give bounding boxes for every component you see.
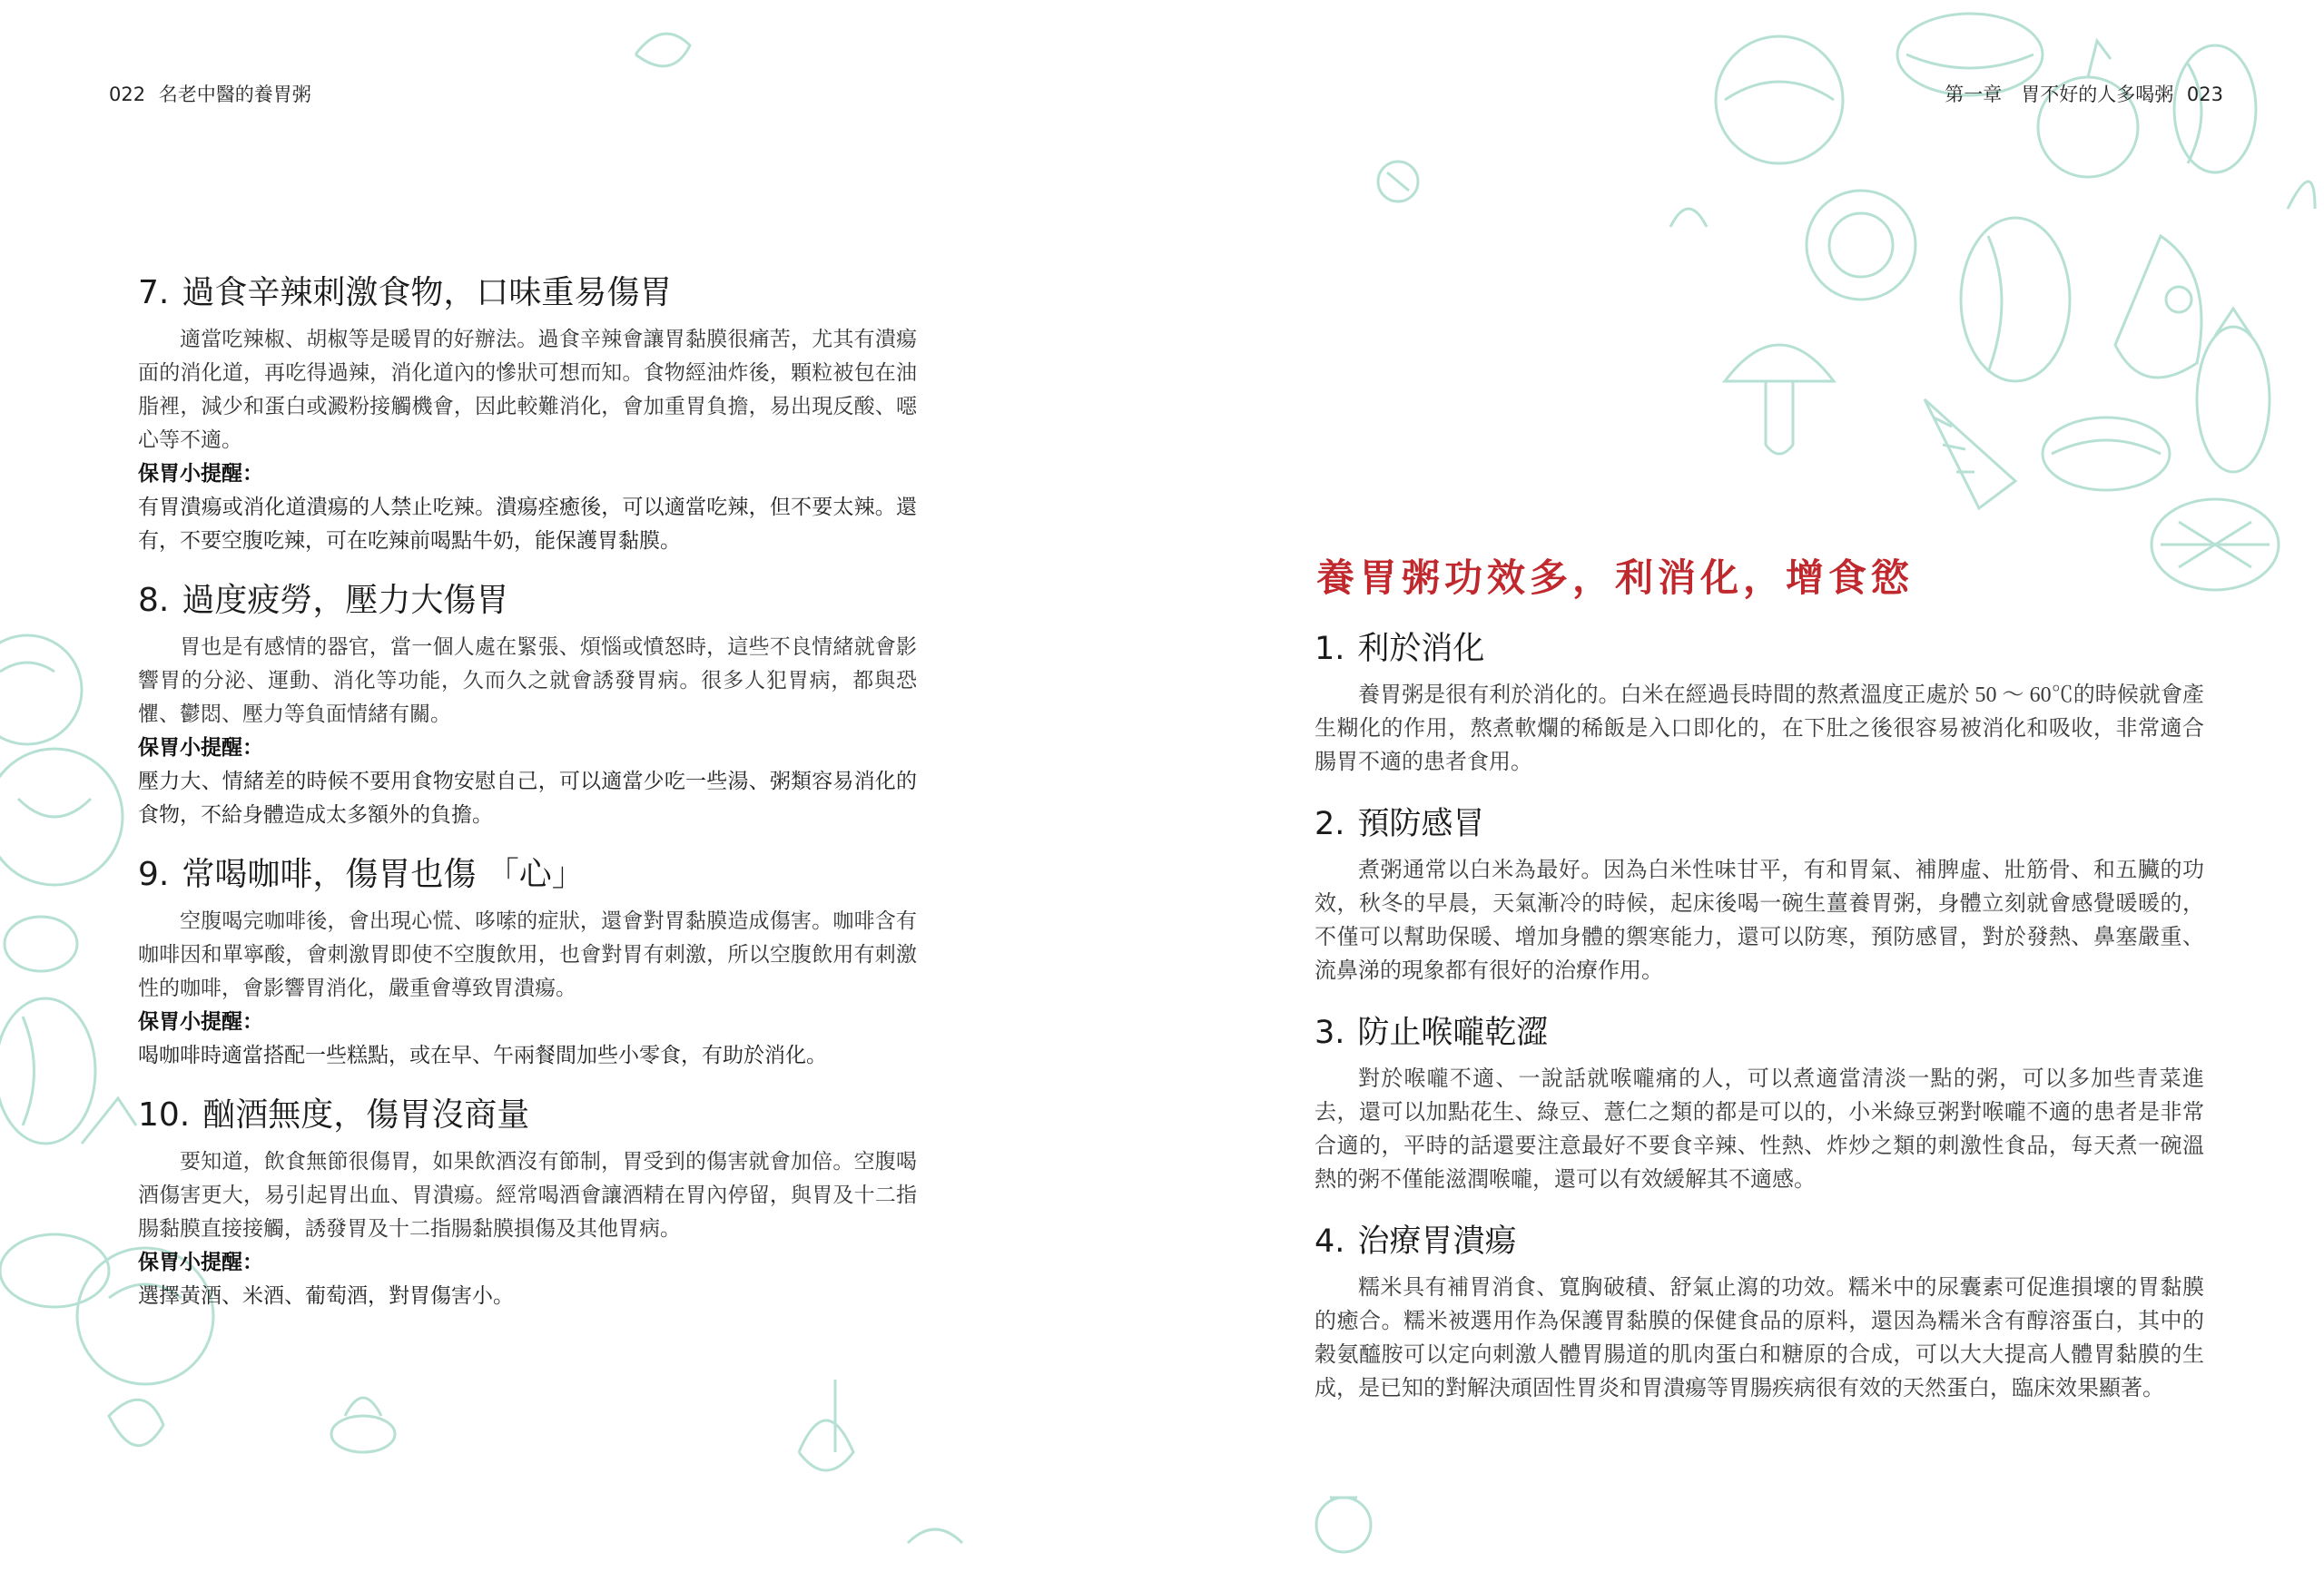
section-body: 養胃粥是很有利於消化的。白米在經過長時間的熬煮溫度正處於 50 ～ 60℃的時候就會產生糊化的作用，熬煮軟爛的稀飯是入口即化的，在下肚之後很容易被消化和吸收，非常適合腸胃不適的患者食用。 [1315, 683, 2204, 774]
section-number: 1. [1315, 631, 1345, 667]
section-body: 空腹喝完咖啡後，會出現心慌、哆嗦的症狀，還會對胃黏膜造成傷害。咖啡含有咖啡因和單寧酸，會刺激胃即使不空腹飲用，也會對胃有刺激，所以空腹飲用有刺激性的咖啡，會影響胃消化，嚴重會導致胃潰瘍。 [138, 909, 917, 1000]
section-heading [1315, 626, 2204, 672]
section-heading [1315, 1010, 2204, 1056]
section-number: 9. [138, 856, 170, 893]
tip-label: 保胃小提醒： [138, 462, 263, 486]
section-4 [1315, 1219, 2204, 1406]
section-heading [138, 578, 917, 624]
section-title: 酗酒無度，傷胃沒商量 [202, 1096, 530, 1134]
section-title: 常喝咖啡，傷胃也傷 「心」 [182, 856, 585, 893]
section-9 [138, 852, 917, 1073]
tip-label: 保胃小提醒： [138, 1251, 263, 1274]
section-number: 7. [138, 274, 170, 311]
left-page-content [138, 270, 917, 1333]
right-page-content [1315, 626, 2204, 1428]
section-number: 3. [1315, 1015, 1345, 1051]
section-number: 4. [1315, 1223, 1345, 1260]
section-number: 8. [138, 582, 170, 619]
section-body: 適當吃辣椒、胡椒等是暖胃的好辦法。過食辛辣會讓胃黏膜很痛苦，尤其有潰瘍面的消化道，再吃得過辣，消化道內的慘狀可想而知。食物經油炸後，顆粒被包在油脂裡，減少和蛋白或澱粉接觸機會，因此較難消化，會加重胃負擔，易出現反酸、噁心等不適。 [138, 328, 917, 452]
page-number: 023 [2186, 84, 2223, 105]
section-title: 利於消化 [1357, 631, 1485, 667]
section-heading [1315, 1219, 2204, 1264]
tip-label: 保胃小提醒： [138, 736, 263, 760]
section-title: 治療胃潰瘍 [1357, 1223, 1517, 1260]
section-3 [1315, 1010, 2204, 1197]
main-heading: 養胃粥功效多，利消化，增食慾 [1316, 555, 1915, 600]
section-7 [138, 270, 917, 558]
section-title: 過度疲勞，壓力大傷胃 [182, 582, 509, 619]
section-heading [138, 270, 917, 316]
section-heading [138, 1093, 917, 1138]
page-number: 022 [109, 84, 146, 105]
running-head-left [102, 80, 311, 107]
tip-text: 壓力大、情緒差的時候不要用食物安慰自己，可以適當少吃一些湯、粥類容易消化的食物，不給身體造成太多額外的負擔。 [138, 770, 917, 827]
tip-text: 有胃潰瘍或消化道潰瘍的人禁止吃辣。潰瘍痊癒後，可以適當吃辣，但不要太辣。還有，不要空腹吃辣，可在吃辣前喝點牛奶，能保護胃黏膜。 [138, 496, 917, 553]
section-title: 過食辛辣刺激食物，口味重易傷胃 [182, 274, 673, 311]
section-heading [138, 852, 917, 898]
section-8 [138, 578, 917, 832]
tip-text: 選擇黃酒、米酒、葡萄酒，對胃傷害小。 [138, 1284, 514, 1308]
tip-text: 喝咖啡時適當搭配一些糕點，或在早、午兩餐間加些小零食，有助於消化。 [138, 1044, 827, 1067]
section-title: 防止喉嚨乾澀 [1357, 1015, 1549, 1051]
section-body: 對於喉嚨不適、一說話就喉嚨痛的人，可以煮適當清淡一點的粥，可以多加些青菜進去，還可以加點花生、綠豆、薏仁之類的都是可以的，小米綠豆粥對喉嚨不適的患者是非常合適的，平時的話還要注意最好不要食辛辣、性熱、炸炒之類的刺激性食品，每天煮一碗溫熱的粥不僅能滋潤喉嚨，還可以有效緩解其不適感。 [1315, 1067, 2204, 1192]
section-10 [138, 1093, 917, 1313]
section-body: 煮粥通常以白米為最好。因為白米性味甘平，有和胃氣、補脾虛、壯筋骨、和五臟的功效，秋冬的早晨，天氣漸冷的時候，起床後喝一碗生薑養胃粥，身體立刻就會感覺暖暖的，不僅可以幫助保暖、增加身體的禦寒能力，還可以防寒，預防感冒，對於發熱、鼻塞嚴重、流鼻涕的現象都有很好的治療作用。 [1315, 859, 2204, 983]
right-page [1162, 0, 2324, 1572]
section-heading [1315, 801, 2204, 847]
section-number: 10. [138, 1096, 191, 1134]
section-2 [1315, 801, 2204, 988]
running-head-right [1945, 80, 2230, 107]
tip-label: 保胃小提醒： [138, 1010, 263, 1034]
section-number: 2. [1315, 806, 1345, 842]
section-body: 糯米具有補胃消食、寬胸破積、舒氣止瀉的功效。糯米中的尿囊素可促進損壞的胃黏膜的癒合。糯米被選用作為保護胃黏膜的保健食品的原料，還因為糯米含有醇溶蛋白，其中的穀氨醯胺可以定向刺激人體胃腸道的肌肉蛋白和糖原的合成，可以大大提高人體胃黏膜的生成，是已知的對解決頑固性胃炎和胃潰瘍等胃腸疾病很有效的天然蛋白，臨床效果顯著。 [1315, 1276, 2204, 1400]
section-1 [1315, 626, 2204, 780]
section-body: 要知道，飲食無節很傷胃，如果飲酒沒有節制，胃受到的傷害就會加倍。空腹喝酒傷害更大，易引起胃出血、胃潰瘍。經常喝酒會讓酒精在胃內停留，與胃及十二指腸黏膜直接接觸，誘發胃及十二指腸黏膜損傷及其他胃病。 [138, 1150, 917, 1241]
chapter-title: 第一章 胃不好的人多喝粥 [1945, 84, 2174, 105]
section-body: 胃也是有感情的器官，當一個人處在緊張、煩惱或憤怒時，這些不良情緒就會影響胃的分泌、運動、消化等功能，久而久之就會誘發胃病。很多人犯胃病，都與恐懼、鬱悶、壓力等負面情緒有關。 [138, 635, 917, 726]
book-title: 名老中醫的養胃粥 [158, 84, 311, 105]
section-title: 預防感冒 [1357, 806, 1485, 842]
